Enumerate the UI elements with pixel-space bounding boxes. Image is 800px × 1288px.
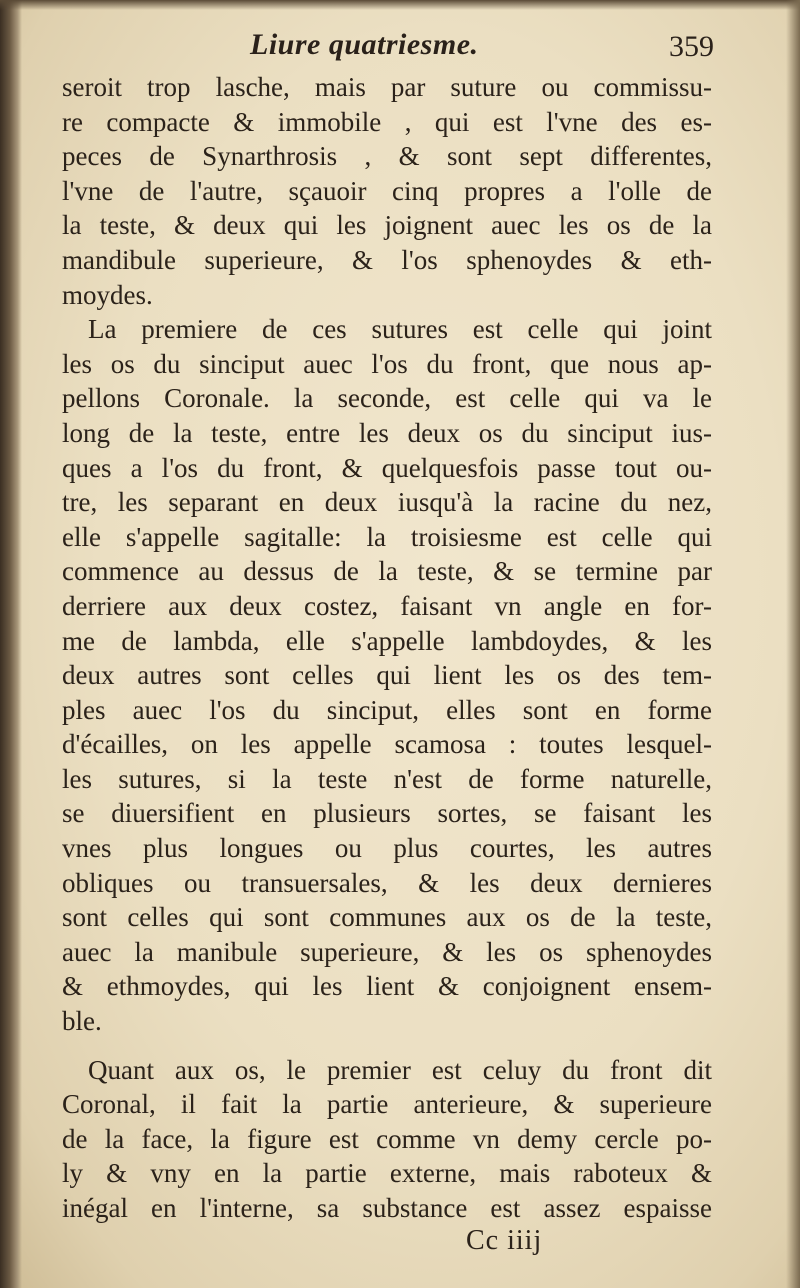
text-line: re compacte & immobile , qui est l'vne des es-: [62, 106, 712, 137]
text-line: pellons Coronale. la seconde, est celle qui va le: [62, 383, 712, 414]
paragraph-spacer: [62, 1039, 712, 1053]
paragraph-3: [62, 1053, 712, 1226]
text-line: ble.: [62, 1006, 102, 1037]
page-right-edge: [786, 0, 800, 1288]
text-line: l'vne de l'autre, sçauoir cinq propres a l'olle de: [62, 175, 712, 206]
text-line: commence au dessus de la teste, & se termine par: [62, 556, 712, 587]
text-line: ples auec l'os du sinciput, elles sont en forme: [62, 694, 712, 725]
signature-mark: Cc iiij: [466, 1225, 543, 1256]
text-line: de la face, la figure est comme vn demy cercle po-: [62, 1123, 712, 1154]
binding-gutter: [0, 0, 22, 1288]
text-line: long de la teste, entre les deux os du sinciput ius-: [62, 417, 712, 448]
text-line: la teste, & deux qui les joignent auec les os de la: [62, 210, 712, 241]
text-line: les sutures, si la teste n'est de forme naturelle,: [62, 763, 712, 794]
text-line: Coronal, il fait la partie anterieure, & superieure: [62, 1089, 712, 1120]
text-line: seroit trop lasche, mais par suture ou commissu-: [62, 72, 712, 102]
text-line: me de lambda, elle s'appelle lambdoydes, & les: [62, 625, 712, 656]
text-line: deux autres sont celles qui lient les os des tem-: [62, 660, 712, 691]
text-line: d'écailles, on les appelle scamosa : toutes lesquel-: [62, 729, 712, 760]
paragraph-1: [62, 70, 712, 312]
text-line: auec la manibule superieure, & les os sphenoydes: [62, 936, 712, 967]
page-number: 359: [669, 30, 714, 63]
text-line: sont celles qui sont communes aux os de la teste,: [62, 902, 712, 933]
text-line: inégal en l'interne, sa substance est assez espaisse: [62, 1193, 712, 1223]
text-line: moydes.: [62, 279, 153, 310]
text-line: obliques ou transuersales, & les deux dernieres: [62, 867, 712, 898]
text-line: & ethmoydes, qui les lient & conjoignent ensem-: [62, 971, 712, 1002]
text-line: La premiere de ces sutures est celle qui joint: [88, 314, 712, 345]
text-line: Quant aux os, le premier est celuy du front dit: [88, 1054, 712, 1085]
text-line: derriere aux deux costez, faisant vn angle en for-: [62, 590, 712, 621]
text-line: mandibule superieure, & l'os sphenoydes & eth-: [62, 244, 712, 275]
text-line: elle s'appelle sagitalle: la troisiesme est celle qui: [62, 521, 712, 552]
page-top-edge: [0, 0, 800, 10]
text-line: ques a l'os du front, & quelquesfois passe tout ou-: [62, 452, 712, 483]
paragraph-2: [62, 312, 712, 1038]
text-line: peces de Synarthrosis , & sont sept differentes,: [62, 141, 712, 172]
text-line: se diuersifient en plusieurs sortes, se faisant les: [62, 798, 712, 829]
text-line: tre, les separant en deux iusqu'à la racine du nez,: [62, 487, 712, 518]
text-line: vnes plus longues ou plus courtes, les autres: [62, 833, 712, 864]
text-line: ly & vny en la partie externe, mais raboteux &: [62, 1158, 712, 1189]
running-head: [64, 28, 714, 68]
body-text: [62, 70, 712, 1226]
text-line: les os du sinciput auec l'os du front, que nous ap-: [62, 348, 712, 379]
running-title: Liure quatriesme.: [250, 28, 479, 61]
